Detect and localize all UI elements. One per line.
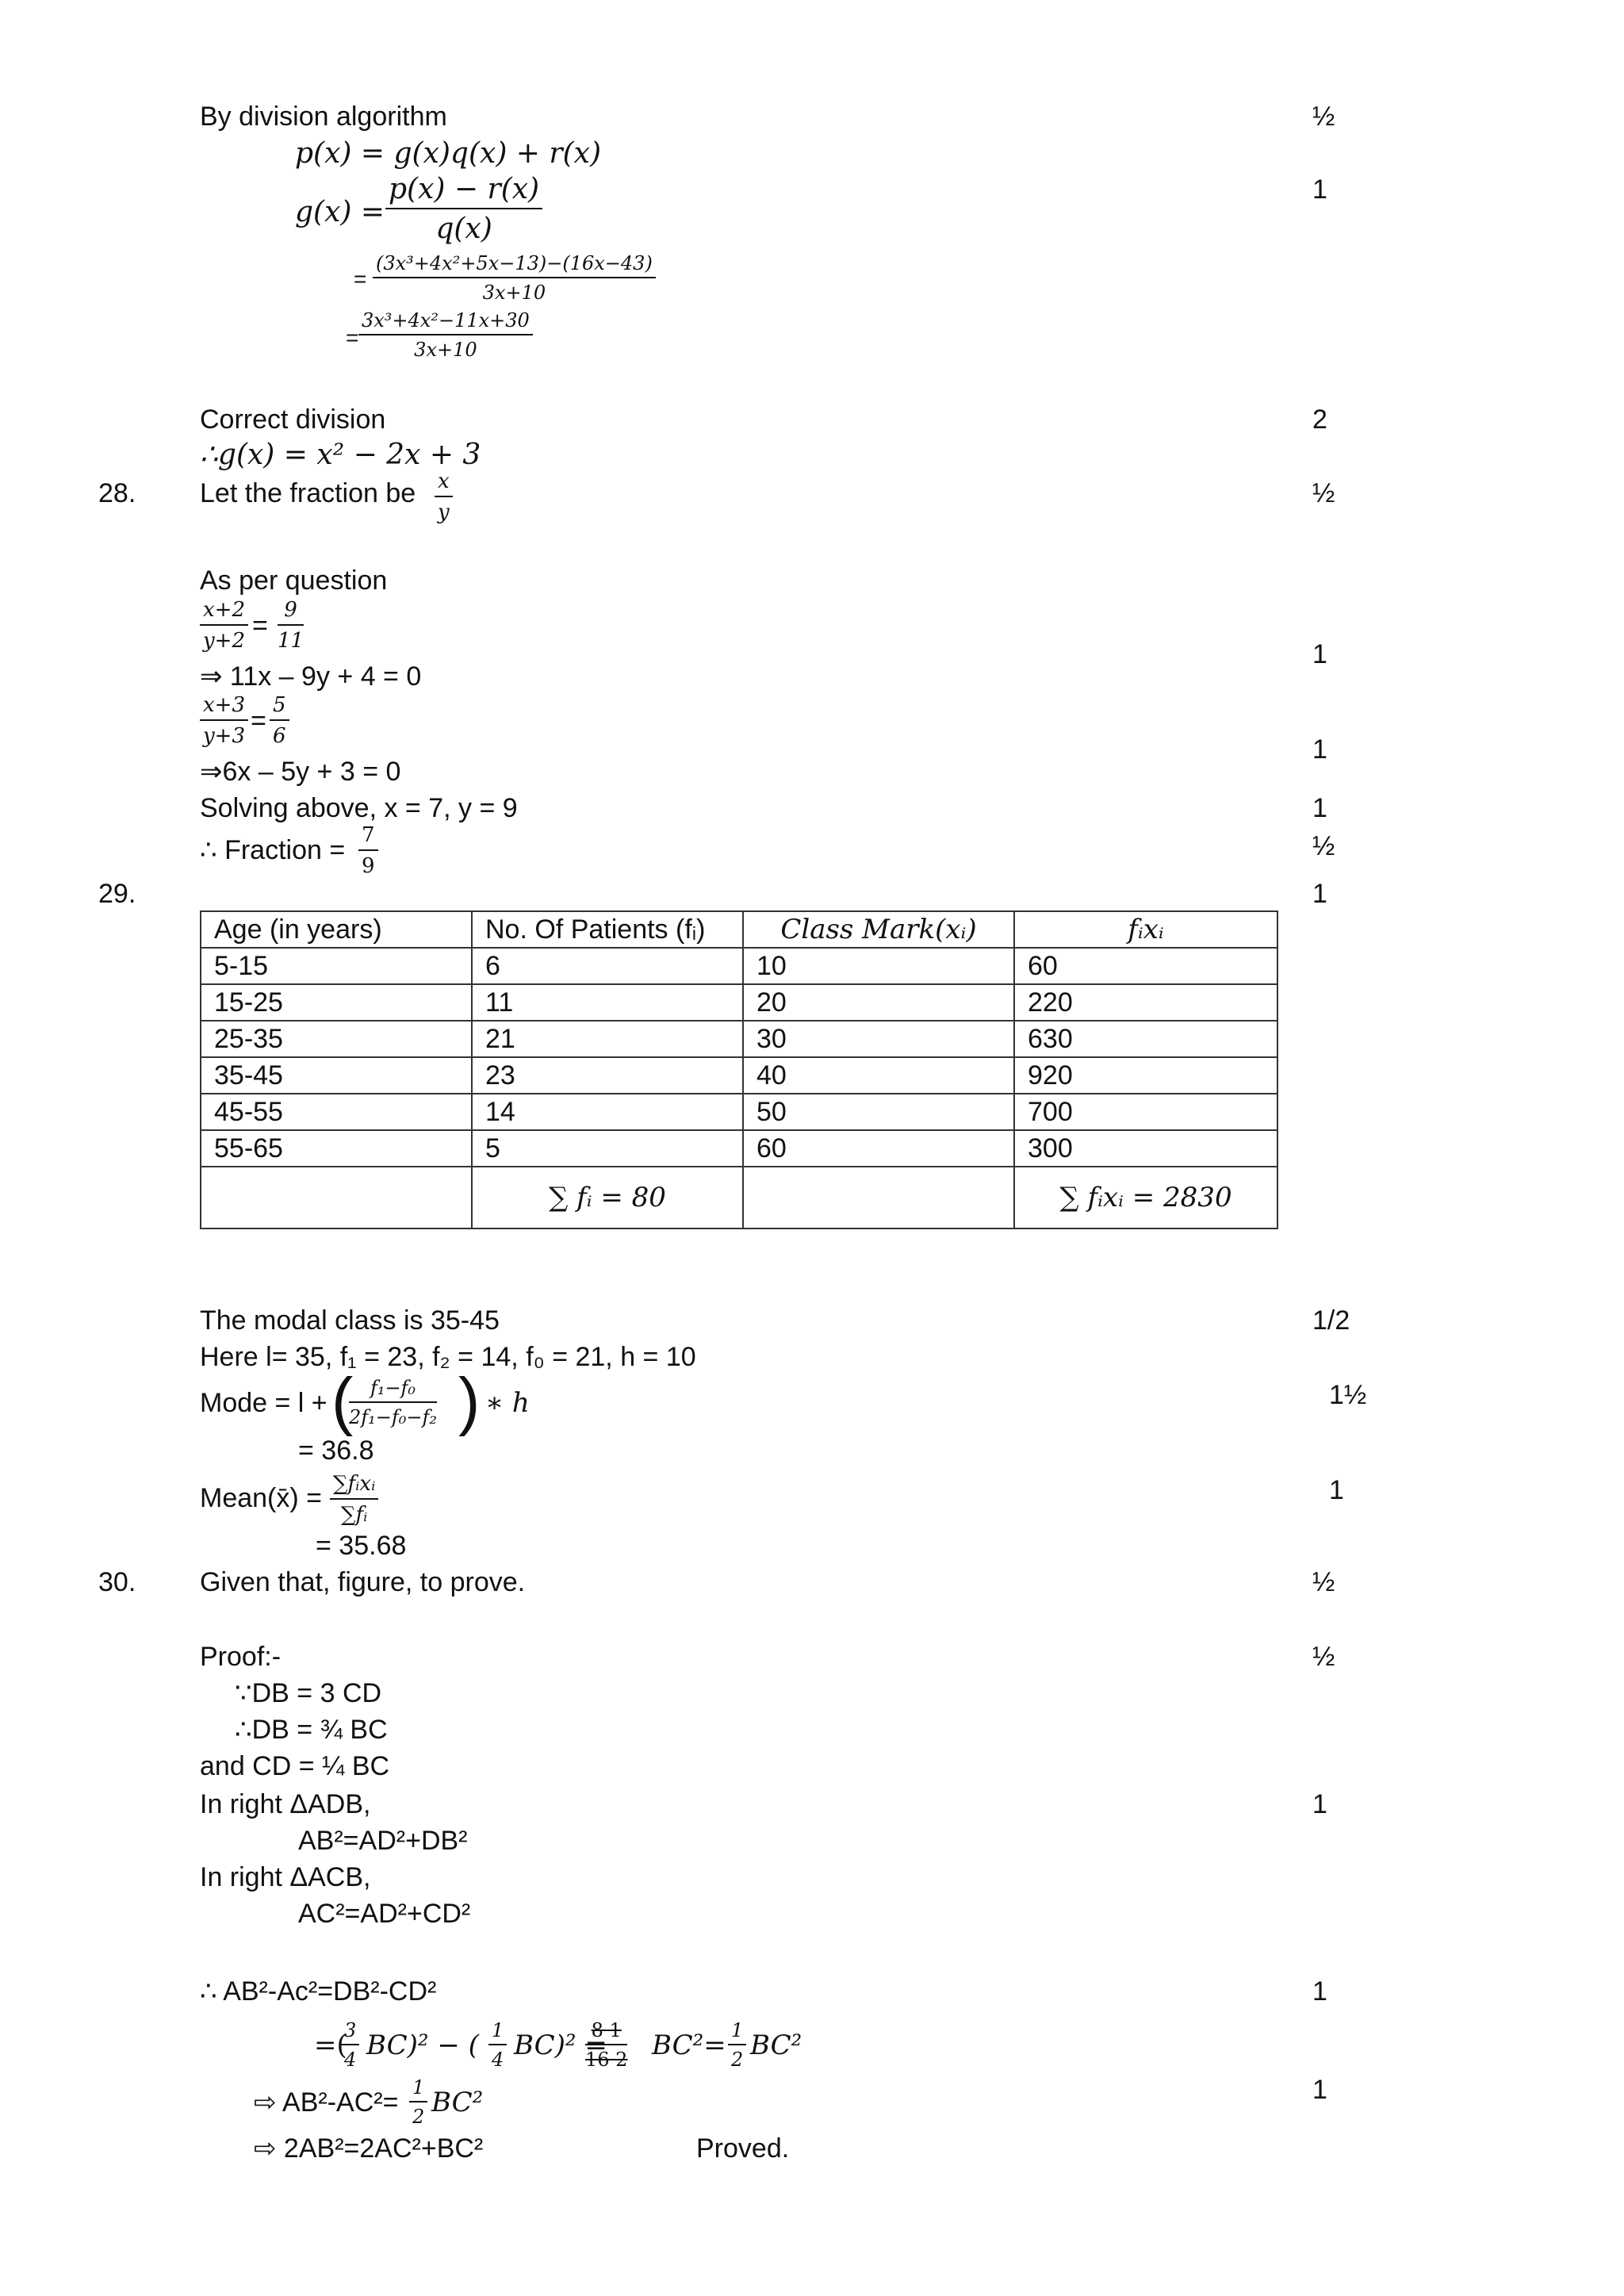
cell-age: 55-65 [201, 1130, 472, 1167]
q28-mark-1: ½ [1312, 478, 1335, 508]
q30-frac-1-2-den: 2 [731, 2049, 744, 2071]
q30-line-9e: BC² [750, 2030, 802, 2061]
q30-given: Given that, figure, to prove. [200, 1567, 526, 1597]
q30-line-5: AB²=AD²+DB² [298, 1826, 468, 1856]
q27-intro: By division algorithm [200, 102, 447, 132]
cell-patients: 21 [472, 1021, 743, 1057]
cell-patients: 14 [472, 1094, 743, 1130]
q29-mode-den: 2f₁−f₀−f₂ [349, 1406, 437, 1428]
q28-solving: Solving above, x = 7, y = 9 [200, 793, 518, 823]
q28-eq2-result: ⇒6x – 5y + 3 = 0 [200, 757, 401, 787]
q30-frac-half [409, 2076, 427, 2128]
q28-eq1-equals: = [252, 611, 268, 641]
q29-mode-num: f₁−f₀ [349, 1377, 437, 1403]
cell-class-mark: 50 [743, 1094, 1014, 1130]
q30-line-1: ∵DB = 3 CD [235, 1678, 382, 1708]
cell-fx: 700 [1014, 1094, 1277, 1130]
q29-mode-value: = 36.8 [298, 1435, 374, 1466]
q30-line-9d: BC²= [652, 2030, 726, 2061]
q30-line-9c: BC)² = [514, 2030, 607, 2061]
q28-number: 28. [98, 478, 136, 508]
q27-step1-den: 3x+10 [482, 282, 546, 304]
cell-patients: 6 [472, 948, 743, 984]
cell-patients: 5 [472, 1130, 743, 1167]
q28-let-den: y [437, 500, 450, 524]
q27-step1-num: (3x³+4x²+5x−13)−(16x−43) [373, 252, 656, 278]
q28-mark-4: 1 [1312, 793, 1327, 823]
q28-eq1-rhs-num: 9 [278, 598, 304, 626]
q28-eq1-num: x+2 [200, 598, 248, 626]
q30-frac-1-4-num: 1 [488, 2019, 507, 2045]
q30-mark-3: 1 [1312, 1789, 1327, 1819]
header-age: Age (in years) [201, 911, 472, 948]
q29-mark-3: 1 [1329, 1475, 1344, 1505]
table-row [201, 984, 1277, 1021]
q30-frac-1-2-num: 1 [728, 2019, 746, 2045]
q27-division-eq: p(x) = g(x)q(x) + r(x) [295, 137, 602, 170]
q27-mark-3: 2 [1312, 404, 1327, 435]
q28-let-fraction: Let the fraction be [200, 478, 416, 508]
cell-fx: 630 [1014, 1021, 1277, 1057]
cell-fx: 920 [1014, 1057, 1277, 1094]
cell-age: 45-55 [201, 1094, 472, 1130]
q29-mark-1: 1/2 [1312, 1305, 1350, 1336]
q30-mark-5: 1 [1312, 2075, 1327, 2105]
q28-eq2-lhs [200, 693, 248, 748]
q30-mark-2: ½ [1312, 1642, 1335, 1672]
q28-eq2-equals: = [251, 706, 266, 736]
cell-empty [201, 1167, 472, 1228]
table-row [201, 948, 1277, 984]
q28-eq2-den: y+3 [202, 724, 245, 748]
q30-number: 30. [98, 1567, 136, 1597]
q27-result: ∴g(x) = x² − 2x + 3 [200, 439, 481, 471]
cell-class-mark: 10 [743, 948, 1014, 984]
q27-step2-num: 3x³+4x²−11x+30 [358, 309, 533, 335]
table-row [201, 1057, 1277, 1094]
q29-mode-tail: ∗ h [485, 1387, 530, 1419]
table-sum-row [201, 1167, 1277, 1228]
q27-g-fraction [385, 173, 542, 245]
q30-frac-8-16 [585, 2019, 627, 2071]
q30-line-6: In right ΔACB, [200, 1862, 371, 1892]
q30-frac-1-2 [728, 2019, 746, 2071]
q27-g-lhs: g(x) = [295, 196, 385, 228]
table-row [201, 1094, 1277, 1130]
q27-mark-1: ½ [1312, 102, 1335, 132]
q27-step2-fraction [358, 309, 533, 361]
q30-frac-8-16-num: 8 1 [585, 2019, 627, 2045]
q29-mean-num: ∑fᵢxᵢ [330, 1472, 378, 1500]
cell-age: 35-45 [201, 1057, 472, 1094]
q30-line-10b: BC² [431, 2087, 484, 2118]
q29-here: Here l= 35, f₁ = 23, f₂ = 14, f₀ = 21, h = 10 [200, 1342, 696, 1372]
q28-let-num: x [435, 470, 453, 497]
q27-correct-division: Correct division [200, 404, 386, 435]
q30-frac-1-4 [488, 2019, 507, 2071]
q29-mark-table: 1 [1312, 879, 1327, 909]
q29-mark-2: 1½ [1329, 1380, 1367, 1410]
q29-modal-class: The modal class is 35-45 [200, 1305, 500, 1336]
q29-mode-paren-open: ( [331, 1365, 354, 1437]
cell-age: 15-25 [201, 984, 472, 1021]
frequency-table [200, 910, 1278, 1229]
q27-eq-sign-2: = [346, 325, 359, 350]
q28-eq1-result: ⇒ 11x – 9y + 4 = 0 [200, 661, 422, 692]
q30-line-10a: ⇨ AB²-AC²= [254, 2087, 399, 2118]
q30-frac-3-4-num: 3 [341, 2019, 359, 2045]
cell-patients: 11 [472, 984, 743, 1021]
q30-frac-3-4 [341, 2019, 359, 2071]
q29-mean-fraction [330, 1472, 378, 1527]
q28-fraction-label: ∴ Fraction = [200, 835, 346, 865]
cell-empty [743, 1167, 1014, 1228]
q27-step2-den: 3x+10 [414, 339, 477, 361]
cell-age: 25-35 [201, 1021, 472, 1057]
q28-eq2-rhs-num: 5 [270, 693, 289, 721]
q30-line-8: ∴ AB²-Ac²=DB²-CD² [200, 1976, 437, 2007]
q28-fraction-num: 7 [358, 823, 378, 851]
q28-eq1-den: y+2 [202, 629, 245, 653]
q27-mark-2: 1 [1312, 174, 1327, 205]
q29-mode-fraction [349, 1377, 437, 1428]
table-row [201, 1130, 1277, 1167]
table-header-row [201, 911, 1277, 948]
q29-mean-value: = 35.68 [316, 1531, 407, 1561]
q28-as-per: As per question [200, 565, 388, 596]
q28-fraction-den: 9 [362, 854, 375, 878]
q30-line-2: ∴DB = ¾ BC [235, 1715, 388, 1745]
q28-let-frac [435, 470, 453, 524]
cell-sum-fx: ∑ fᵢxᵢ = 2830 [1014, 1167, 1277, 1228]
q30-frac-half-den: 2 [412, 2106, 425, 2128]
q30-line-11: ⇨ 2AB²=2AC²+BC² [254, 2133, 484, 2164]
q28-eq1-rhs-den: 11 [278, 629, 304, 653]
q29-mean-label: Mean(x̄) = [200, 1483, 322, 1513]
q30-line-7: AC²=AD²+CD² [298, 1899, 471, 1929]
header-class-mark: Class Mark(xᵢ) [743, 911, 1014, 948]
q28-mark-2: 1 [1312, 639, 1327, 669]
cell-class-mark: 30 [743, 1021, 1014, 1057]
header-fx: fᵢxᵢ [1014, 911, 1277, 948]
header-patients: No. Of Patients (fᵢ) [472, 911, 743, 948]
q30-line-9b: BC)² − ( [366, 2030, 479, 2061]
q30-frac-8-16-den: 16 2 [585, 2049, 628, 2071]
q30-mark-4: 1 [1312, 1976, 1327, 2007]
q28-mark-3: 1 [1312, 734, 1327, 765]
q28-eq2-rhs [270, 693, 289, 748]
cell-fx: 220 [1014, 984, 1277, 1021]
cell-fx: 300 [1014, 1130, 1277, 1167]
q30-frac-3-4-den: 4 [344, 2049, 357, 2071]
cell-patients: 23 [472, 1057, 743, 1094]
cell-class-mark: 20 [743, 984, 1014, 1021]
cell-class-mark: 60 [743, 1130, 1014, 1167]
cell-class-mark: 40 [743, 1057, 1014, 1094]
q27-g-num: p(x) − r(x) [385, 173, 542, 209]
q27-eq-sign-1: = [354, 266, 367, 291]
q29-mode-label: Mode = l + [200, 1388, 327, 1418]
q30-line-4: In right ΔADB, [200, 1789, 371, 1819]
q29-mean-den: ∑fᵢ [340, 1503, 368, 1527]
q27-step1-fraction [373, 252, 656, 304]
q28-eq1-lhs [200, 598, 248, 653]
q30-frac-1-4-den: 4 [492, 2049, 504, 2071]
q30-frac-half-num: 1 [409, 2076, 427, 2102]
q28-mark-5: ½ [1312, 831, 1335, 861]
q27-g-den: q(x) [435, 213, 492, 245]
q28-eq2-num: x+3 [200, 693, 248, 721]
table-row [201, 1021, 1277, 1057]
q29-mode-paren-close: ) [458, 1365, 481, 1437]
q30-line-9a: =( [314, 2030, 347, 2061]
q28-fraction-value [358, 823, 378, 878]
cell-age: 5-15 [201, 948, 472, 984]
q30-mark-1: ½ [1312, 1567, 1335, 1597]
cell-fx: 60 [1014, 948, 1277, 984]
cell-sum-f: ∑ fᵢ = 80 [472, 1167, 743, 1228]
q28-eq1-rhs [278, 598, 304, 653]
q30-proof: Proof:- [200, 1642, 282, 1672]
q30-line-3: and CD = ¼ BC [200, 1751, 390, 1781]
q30-proved: Proved. [696, 2133, 790, 2164]
q28-eq2-rhs-den: 6 [273, 724, 286, 748]
q29-number: 29. [98, 879, 136, 909]
